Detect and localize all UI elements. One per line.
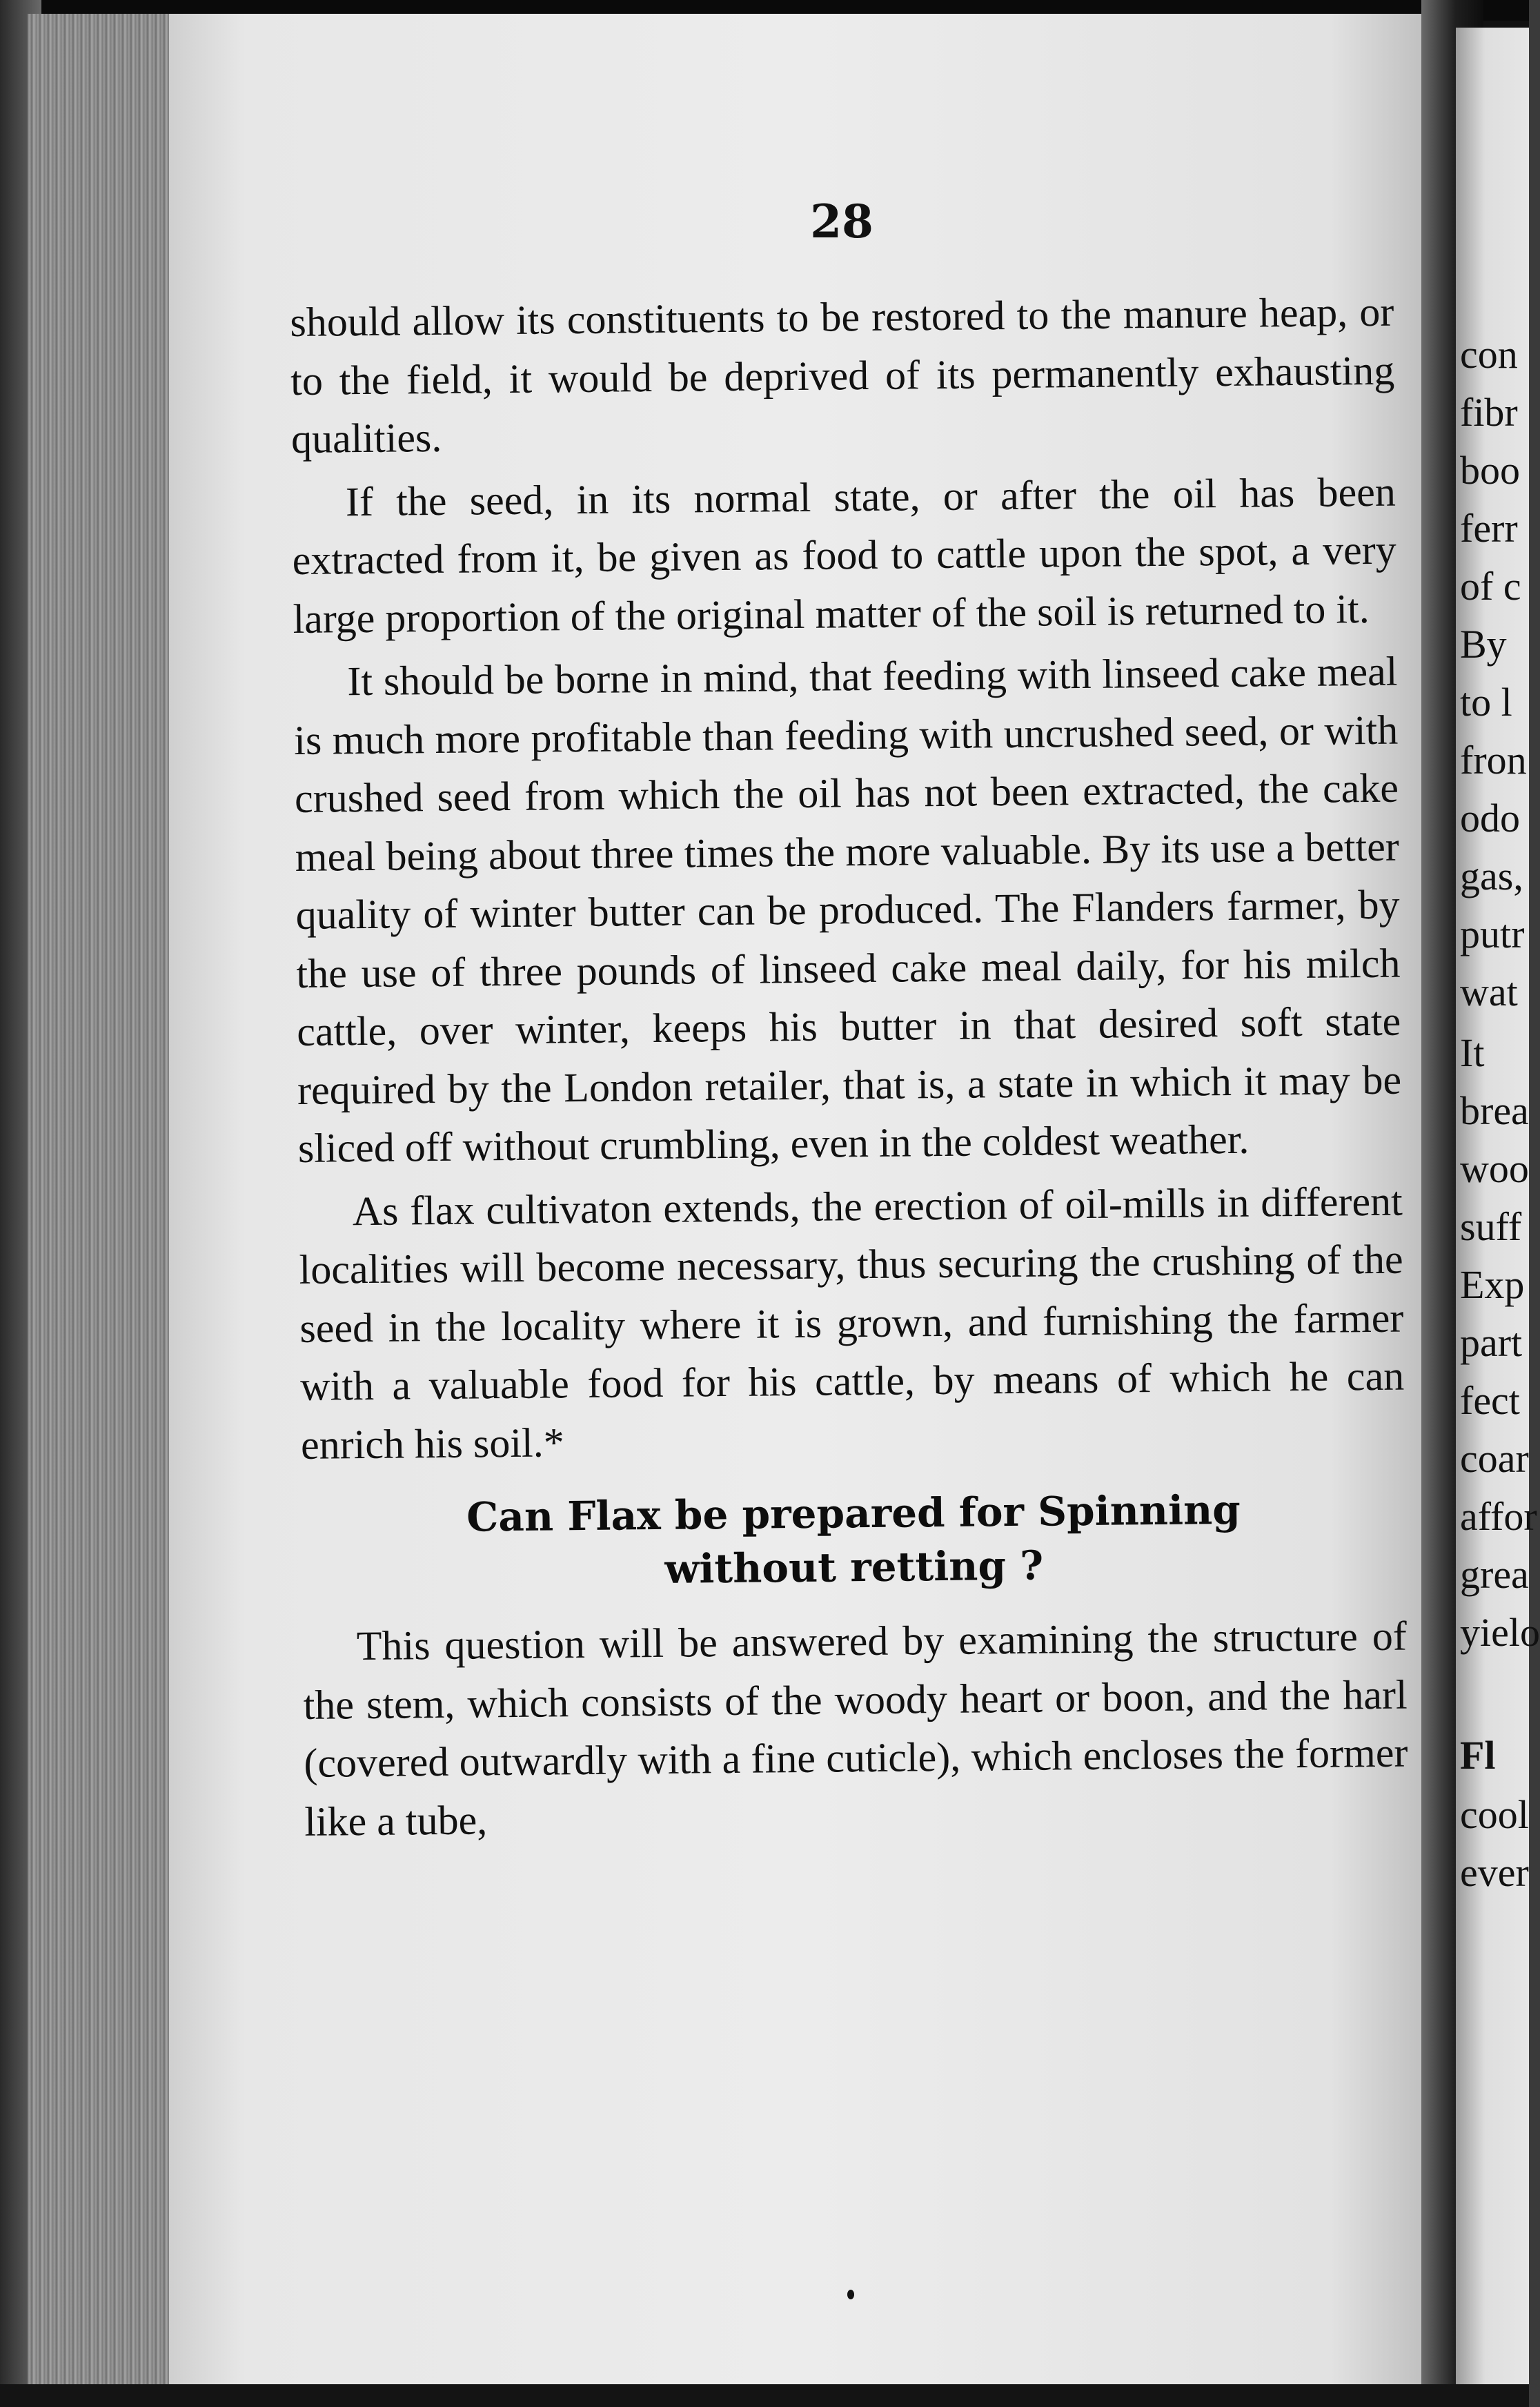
facing-line: fect xyxy=(1460,1378,1520,1423)
paragraph-3: It should be borne in mind, that feeding with linseed cake meal is much more profitable than feeding with uncrushed seed, or with crushed seed from which the oil has not been extracted, the cake meal being about three times the more valuable. By its use a better quality of winter butter can be produced. The Flanders farmer, by the use of three pounds of linseed cake meal daily, for his milch cattle, over winter, keeps his butter in that desired soft state required by the London retailer, that is, a state in which it may be sliced off without crumbling, even in the coldest weather. xyxy=(293,648,1402,1171)
page-number: 28 xyxy=(810,195,873,248)
facing-line: ferr xyxy=(1460,506,1518,551)
ink-speck xyxy=(847,2290,854,2299)
facing-line: ever xyxy=(1460,1850,1529,1895)
paragraph-2: If the seed, in its normal state, or after the oil has been extracted from it, be given as food to cattle upon the spot, a very large proportion of the original matter of the soil is returned to it. xyxy=(292,469,1396,642)
facing-page-text xyxy=(1456,28,1540,2401)
body-text xyxy=(290,283,1409,1856)
facing-line: fron xyxy=(1460,738,1527,783)
facing-line: It xyxy=(1460,1030,1485,1075)
heading-line-1: Can Flax be prepared for Spinning xyxy=(466,1486,1241,1541)
facing-line: wat xyxy=(1460,970,1518,1014)
heading-line-2: without retting ? xyxy=(664,1542,1044,1593)
facing-line: woo xyxy=(1460,1146,1529,1191)
facing-line: con xyxy=(1460,332,1518,377)
facing-line: coar xyxy=(1460,1436,1529,1481)
facing-line: cool xyxy=(1460,1792,1529,1837)
facing-line: part xyxy=(1460,1320,1523,1365)
facing-line: Fl xyxy=(1460,1733,1496,1778)
facing-line: yielo xyxy=(1460,1610,1540,1655)
facing-line: grea xyxy=(1460,1552,1529,1597)
section-heading xyxy=(302,1482,1406,1600)
facing-line: gas, xyxy=(1460,854,1523,898)
paragraph-1: should allow its constituents to be restored to the manure heap, or to the field, it would be deprived of its permanently exhausting qualities. xyxy=(290,288,1395,462)
facing-line: suff xyxy=(1460,1204,1522,1249)
scan-bottom-border xyxy=(0,2384,1529,2407)
facing-line: odo xyxy=(1460,796,1520,841)
paragraph-5: This question will be answered by examining the structure of the stem, which consists of the woody heart or boon, and the harl (covered outwardly with a fine cuticle), which encloses the former like a tube, xyxy=(303,1613,1408,1845)
facing-page xyxy=(1456,28,1540,2401)
facing-line: of c xyxy=(1460,564,1521,609)
facing-line: By xyxy=(1460,622,1507,667)
facing-line: brea xyxy=(1460,1088,1529,1133)
facing-line: putr xyxy=(1460,912,1525,956)
facing-line: fibr xyxy=(1460,390,1518,435)
stacked-page-edges xyxy=(28,14,172,2388)
facing-line: affor xyxy=(1460,1494,1537,1539)
paragraph-4: As flax cultivaton extends, the erection of oil-mills in different localities will become necessary, thus securing the crushing of the seed in the locality where it is grown, and furnishing the farmer with a valuable food for his cattle, by means of which he can enrich his soil.* xyxy=(299,1178,1405,1468)
facing-line: Exp xyxy=(1460,1262,1525,1307)
facing-line: to l xyxy=(1460,680,1512,725)
facing-line: boo xyxy=(1460,448,1520,493)
